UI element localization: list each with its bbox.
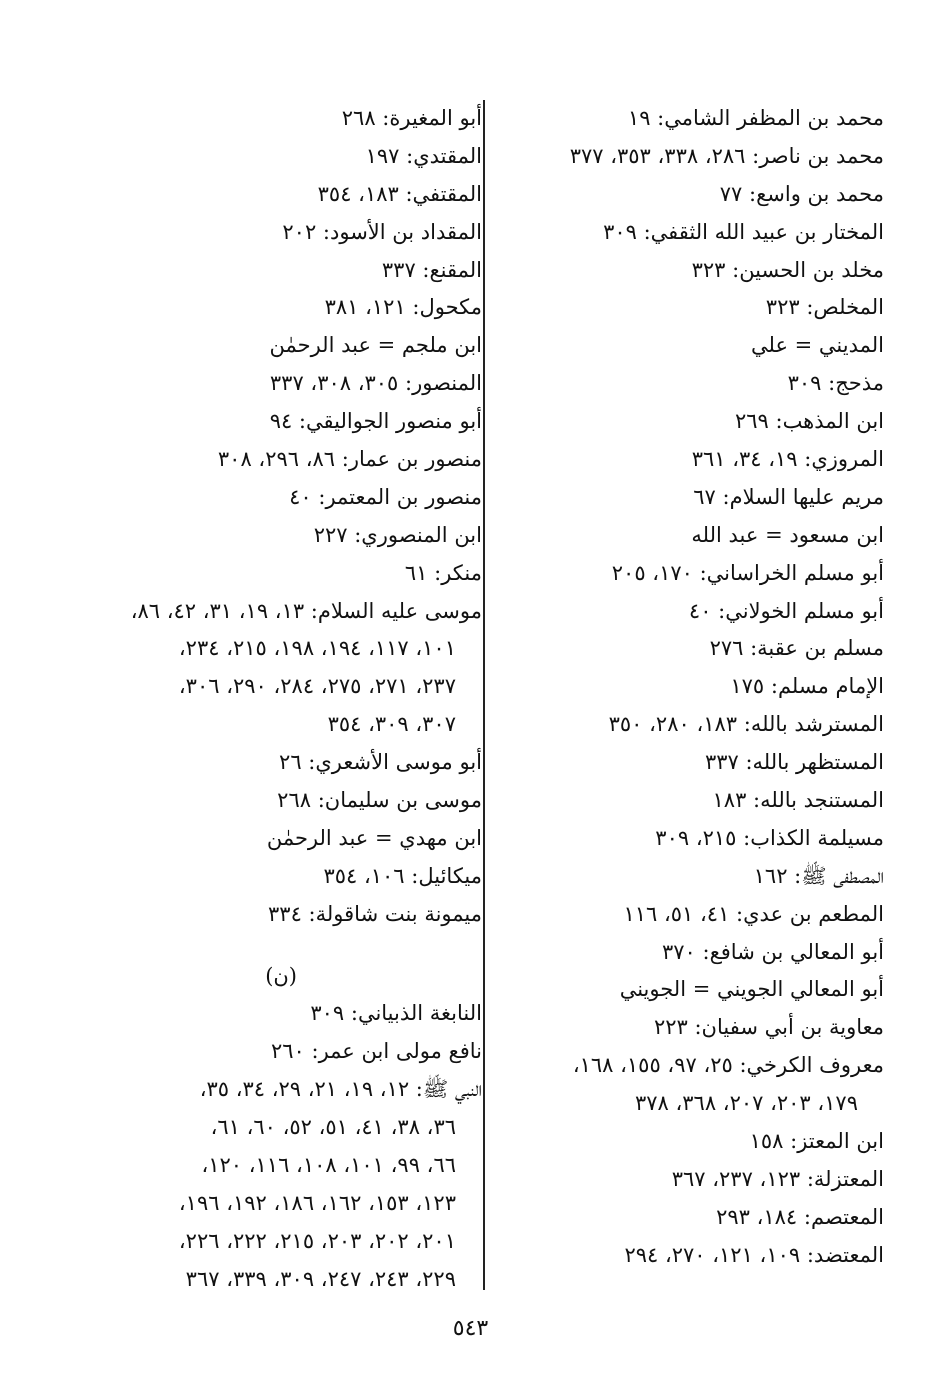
index-entry: أبو مسلم الخولاني: ٤٠ bbox=[688, 598, 884, 623]
index-entry-continuation: ١٧٩، ٢٠٣، ٢٠٧، ٣٦٨، ٣٧٨ bbox=[634, 1091, 858, 1116]
section-spacer bbox=[90, 934, 482, 958]
index-entry: النبي ﷺ: ١٢، ١٩، ٢١، ٢٩، ٣٤، ٣٥، bbox=[199, 1077, 482, 1102]
index-entry: المديني = علي bbox=[750, 333, 884, 358]
index-entry: ابن المذهب: ٢٦٩ bbox=[734, 409, 884, 434]
index-entry: مسيلمة الكذاب: ٢١٥، ٣٠٩ bbox=[655, 825, 884, 850]
index-entry: أبو المعالي بن شافع: ٣٧٠ bbox=[662, 939, 884, 964]
index-entry: ابن مسعود = عبد الله bbox=[691, 522, 884, 547]
index-entry-continuation: ٢٣٧، ٢٧١، ٢٧٥، ٢٨٤، ٢٩٠، ٣٠٦، bbox=[178, 674, 456, 699]
index-entry: أبو مسلم الخراساني: ١٧٠، ٢٠٥ bbox=[611, 560, 884, 585]
index-entry: المقداد بن الأسود: ٢٠٢ bbox=[282, 219, 482, 244]
index-entry: المروزي: ١٩، ٣٤، ٣٦١ bbox=[691, 447, 884, 472]
index-entry: محمد بن ناصر: ٢٨٦، ٣٣٨، ٣٥٣، ٣٧٧ bbox=[569, 143, 884, 168]
index-entry: أبو منصور الجواليقي: ٩٤ bbox=[269, 409, 482, 434]
index-entry: نافع مولى ابن عمر: ٢٦٠ bbox=[270, 1039, 482, 1064]
index-entry: النابغة الذبياني: ٣٠٩ bbox=[310, 1001, 482, 1026]
index-entry: ابن المنصوري: ٢٢٧ bbox=[313, 522, 482, 547]
index-entry: المعتزلة: ١٢٣، ٢٣٧، ٣٦٧ bbox=[671, 1166, 884, 1191]
index-entry: ابن المعتز: ١٥٨ bbox=[749, 1129, 884, 1154]
index-entry: المسترشد بالله: ١٨٣، ٢٨٠، ٣٥٠ bbox=[608, 712, 884, 737]
index-entry: أبو المغيرة: ٢٦٨ bbox=[341, 106, 482, 130]
index-entry: ابن مهدي = عبد الرحمٰن bbox=[266, 825, 482, 850]
index-entry: مريم عليها السلام: ٦٧ bbox=[693, 484, 884, 509]
index-entry: المطعم بن عدي: ٤١، ٥١، ١١٦ bbox=[623, 901, 884, 926]
index-entry: موسى عليه السلام: ١٣، ١٩، ٣١، ٤٢، ٨٦، bbox=[130, 598, 482, 623]
index-entry: المنصور: ٣٠٥، ٣٠٨، ٣٣٧ bbox=[269, 371, 482, 396]
index-column-left bbox=[90, 100, 482, 1299]
index-entry: الإمام مسلم: ١٧٥ bbox=[730, 674, 884, 699]
index-entry-continuation: ٢٢٩، ٢٤٣، ٢٤٧، ٣٠٩، ٣٣٩، ٣٦٧ bbox=[185, 1266, 456, 1291]
index-entry: المستنجد بالله: ١٨٣ bbox=[712, 788, 884, 813]
index-entry: المعتصم: ١٨٤، ٢٩٣ bbox=[716, 1204, 884, 1229]
index-entry: محمد بن المظفر الشامي: ١٩ bbox=[627, 106, 884, 130]
index-entry: منصور بن المعتمر: ٤٠ bbox=[289, 484, 482, 509]
index-entry: مخلد بن الحسين: ٣٢٣ bbox=[691, 257, 884, 282]
index-entry: معروف الكرخي: ٢٥، ٩٧، ١٥٥، ١٦٨، bbox=[572, 1053, 884, 1078]
column-divider bbox=[483, 100, 485, 1290]
index-entry-continuation: ٣٠٧، ٣٠٩، ٣٥٤ bbox=[327, 712, 456, 737]
index-entry: المقنع: ٣٣٧ bbox=[381, 257, 482, 282]
page-number: ٥٤٣ bbox=[452, 1316, 489, 1341]
index-entry: مسلم بن عقبة: ٢٧٦ bbox=[709, 636, 884, 661]
index-column-right bbox=[492, 100, 884, 1275]
index-entry-continuation: ٢٠١، ٢٠٢، ٢٠٣، ٢١٥، ٢٢٢، ٢٢٦، bbox=[178, 1228, 456, 1253]
index-entry-continuation: ٦٦، ٩٩، ١٠١، ١٠٨، ١١٦، ١٢٠، bbox=[201, 1153, 456, 1178]
index-entry: المقتفي: ١٨٣، ٣٥٤ bbox=[317, 181, 482, 206]
index-entry: منصور بن عمار: ٨٦، ٢٩٦، ٣٠٨ bbox=[217, 447, 482, 472]
index-entry: محمد بن واسع: ٧٧ bbox=[719, 181, 884, 206]
section-heading: (ن) bbox=[265, 963, 297, 988]
index-entry: ابن ملجم = عبد الرحمٰن bbox=[269, 333, 482, 358]
index-entry-continuation: ٣٦، ٣٨، ٤١، ٥١، ٥٢، ٦٠، ٦١، bbox=[210, 1115, 456, 1140]
index-entry: مكحول: ١٢١، ٣٨١ bbox=[324, 295, 482, 320]
index-entry: المخلص: ٣٢٣ bbox=[765, 295, 884, 320]
index-entry: ميمونة بنت شاقولة: ٣٣٤ bbox=[268, 901, 482, 926]
index-entry: أبو موسى الأشعري: ٢٦ bbox=[279, 750, 482, 775]
index-entry: أبو المعالي الجويني = الجويني bbox=[619, 977, 884, 1002]
index-entry: ميكائيل: ١٠٦، ٣٥٤ bbox=[323, 863, 482, 888]
index-entry: المختار بن عبيد الله الثقفي: ٣٠٩ bbox=[603, 219, 884, 244]
index-entry: موسى بن سليمان: ٢٦٨ bbox=[277, 788, 482, 813]
index-entry: معاوية بن أبي سفيان: ٢٢٣ bbox=[653, 1015, 884, 1040]
index-entry: المصطفى ﷺ: ١٦٢ bbox=[753, 863, 884, 888]
index-entry: مذحج: ٣٠٩ bbox=[787, 371, 884, 396]
index-entry: المستظهر بالله: ٣٣٧ bbox=[704, 750, 884, 775]
index-entry-continuation: ١٠١، ١١٧، ١٩٤، ١٩٨، ٢١٥، ٢٣٤، bbox=[178, 636, 456, 661]
index-entry-continuation: ١٢٣، ١٥٣، ١٦٢، ١٨٦، ١٩٢، ١٩٦، bbox=[178, 1190, 456, 1215]
index-entry: المعتضد: ١٠٩، ١٢١، ٢٧٠، ٢٩٤ bbox=[624, 1242, 884, 1267]
index-entry: منكر: ٦١ bbox=[404, 560, 482, 585]
index-entry: المقتدي: ١٩٧ bbox=[365, 143, 482, 168]
